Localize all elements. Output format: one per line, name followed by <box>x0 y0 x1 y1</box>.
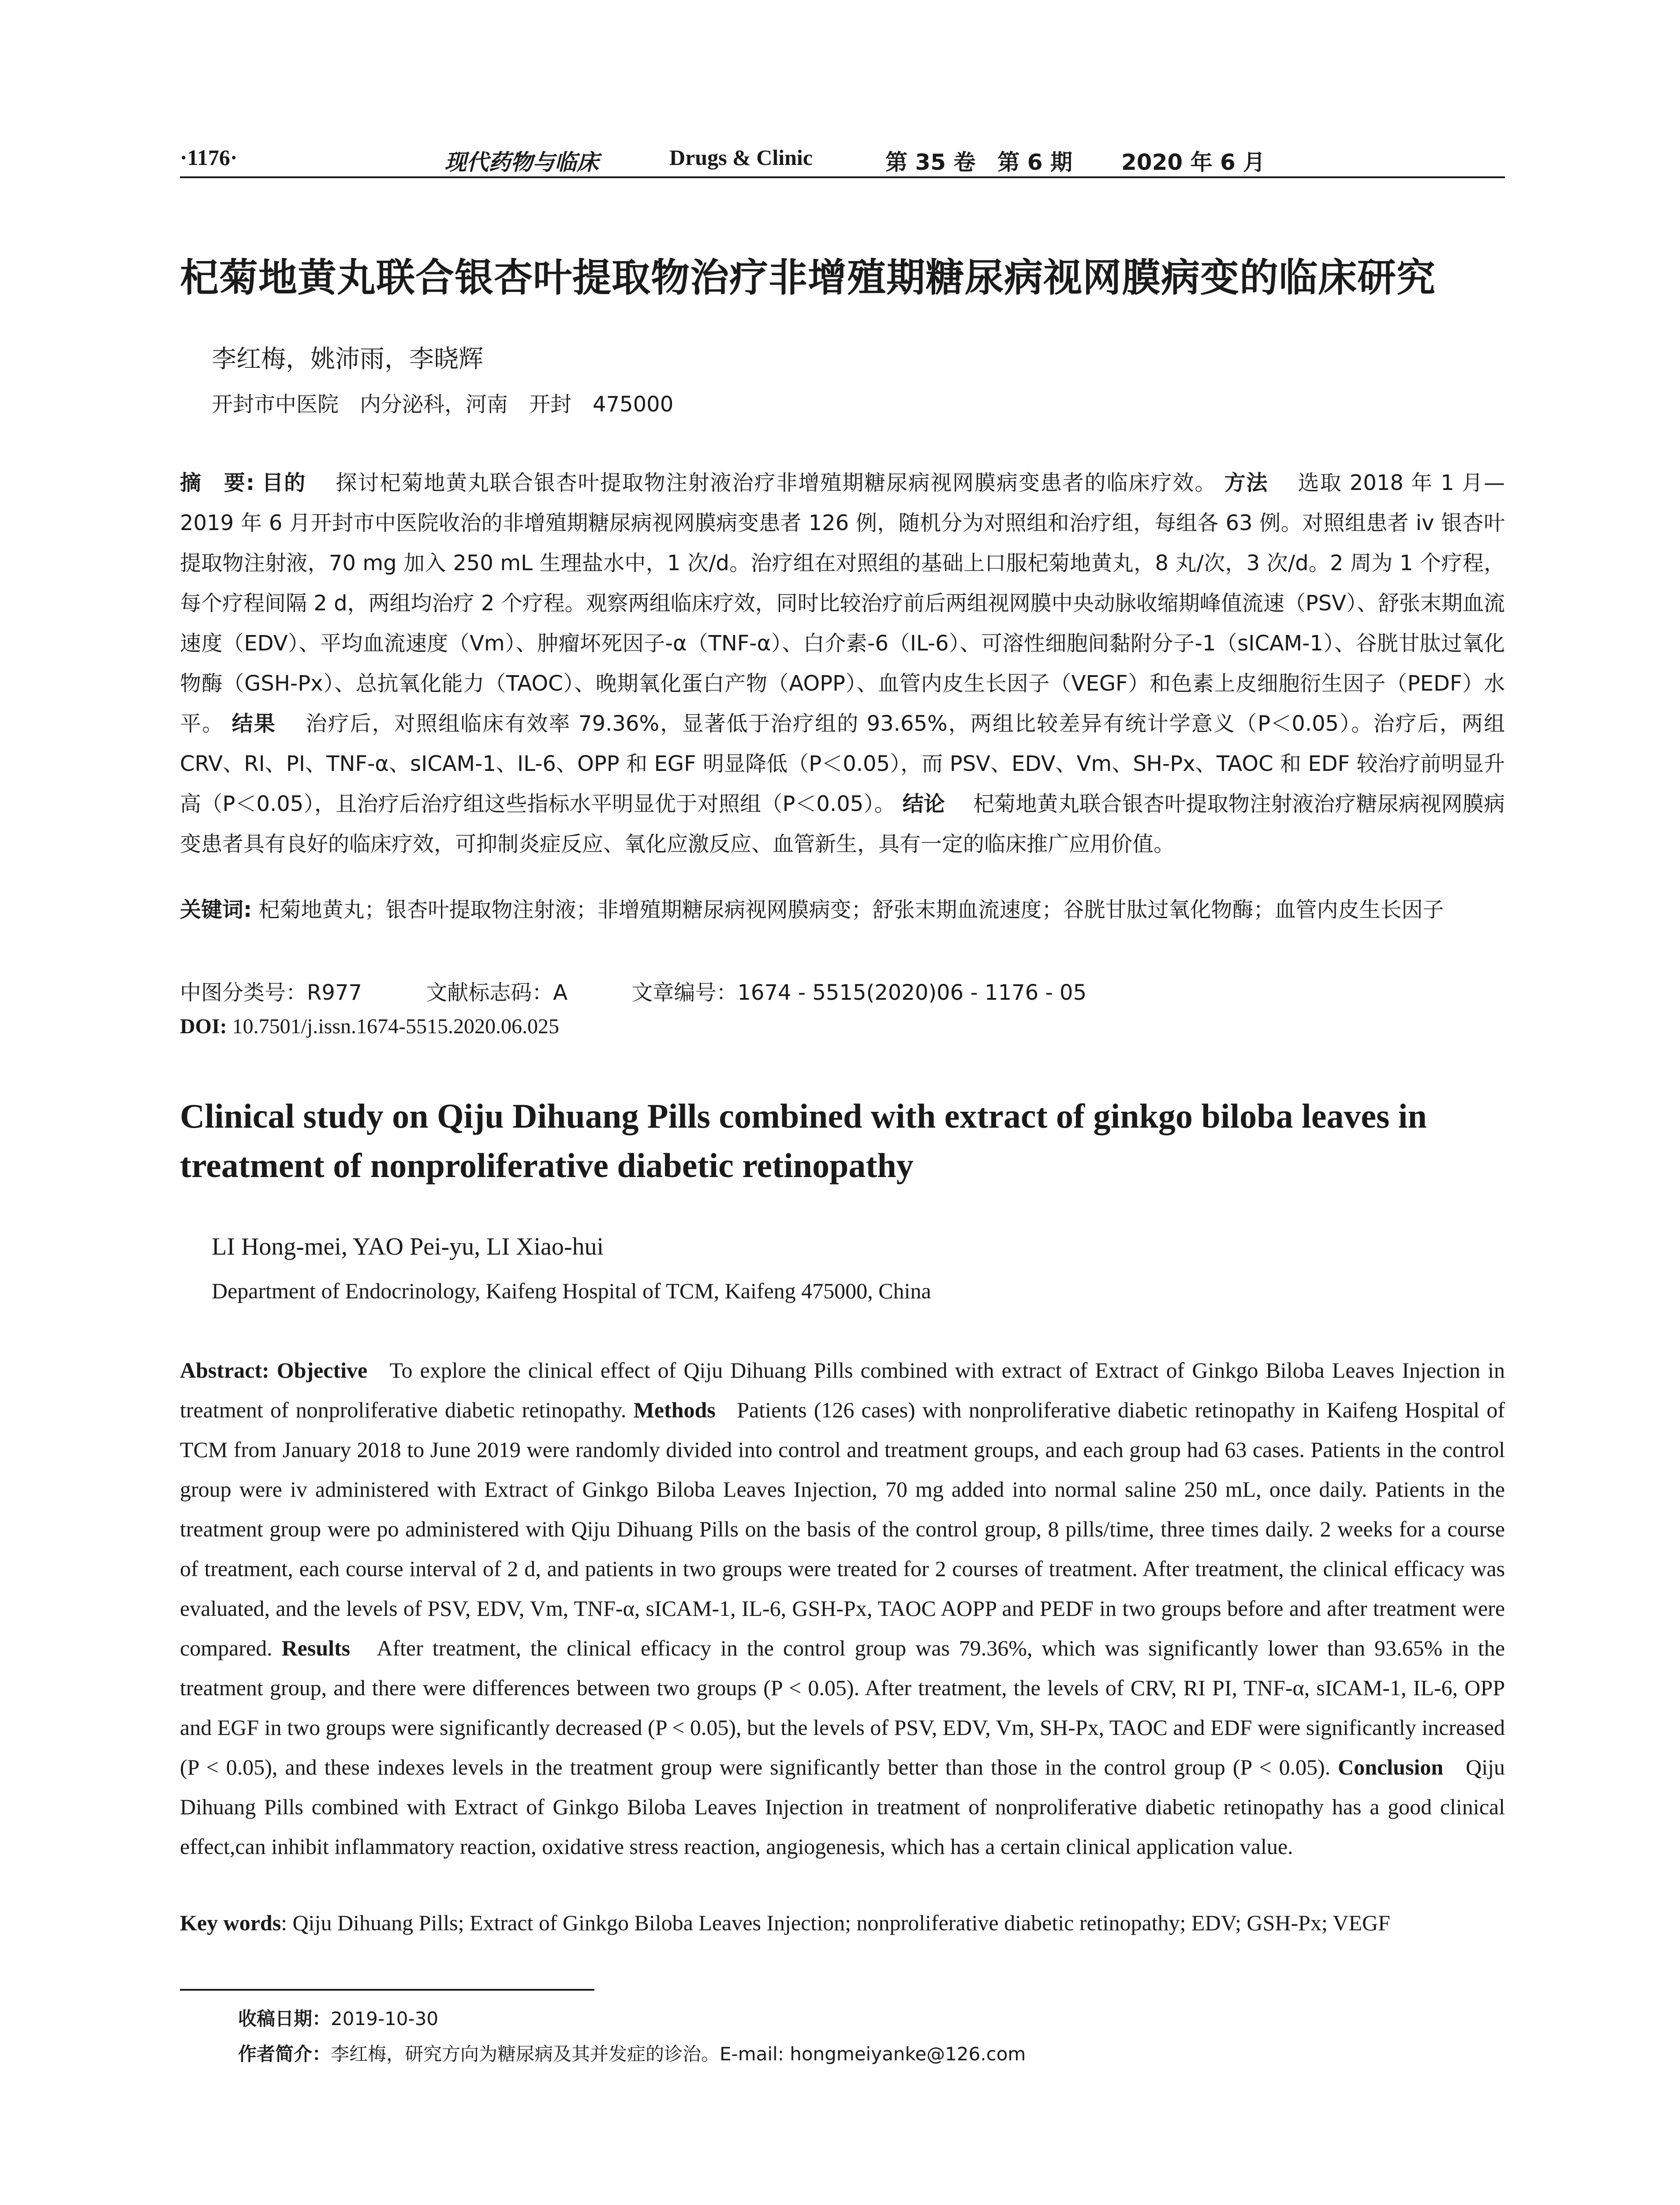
keywords-cn-text: 杞菊地黄丸；银杏叶提取物注射液；非增殖期糖尿病视网膜病变；舒张末期血流速度；谷胱甘肽过氧化物酶；血管内皮生长因子 <box>258 897 1444 922</box>
conclusion-cn-label: 结论 <box>902 792 945 816</box>
conclusion-en-label: Conclusion <box>1338 1755 1444 1779</box>
classification-line <box>180 975 1144 1006</box>
doi-value: 10.7501/j.issn.1674-5515.2020.06.025 <box>232 1015 560 1038</box>
affiliation-cn: 开封市中医院 内分泌科，河南 开封 475000 <box>212 392 674 417</box>
results-cn-text: 治疗后，对照组临床有效率 79.36%，显著低于治疗组的 93.65%，两组比较差异有统计学意义（P＜0.05）。治疗后，两组 CRV、RI、PI、TNF-α、sICAM-1、IL-6、OPP 和 EGF 明显降低（P＜0.05），而 PSV、EDV、Vm、SH-Px、TAOC 和 EDF 较治疗前明显升高（P＜0.05），且治疗后治疗组这些指标水平明显优于对照组（P＜0.05）。 <box>180 711 1505 816</box>
objective-cn-text: 探讨杞菊地黄丸联合银杏叶提取物注射液治疗非增殖期糖尿病视网膜病变患者的临床疗效。 <box>336 471 1217 495</box>
results-en-label: Results <box>281 1636 351 1660</box>
received-label: 收稿日期： <box>238 2008 331 2029</box>
methods-en-label: Methods <box>633 1398 716 1422</box>
affiliation-en: Department of Endocrinology, Kaifeng Hospital of TCM, Kaifeng 475000, China <box>212 1278 931 1303</box>
journal-name-en: Drugs & Clinic <box>669 145 813 170</box>
header-rule <box>180 176 1505 178</box>
publication-date: 2020 年 6 月 <box>1121 149 1266 175</box>
title-cn: 杞菊地黄丸联合银杏叶提取物治疗非增殖期糖尿病视网膜病变的临床研究 <box>180 255 1436 300</box>
conclusion-en-text: Qiju Dihuang Pills combined with Extract of Ginkgo Biloba Leaves Injection in treatment of nonproliferative diabetic retinopathy has a good clinical effect,can inhibit inflammatory reaction, oxidative stress reaction, angiogenesis, which has a certain clinical application value. <box>180 1755 1505 1859</box>
keywords-en-text: : Qiju Dihuang Pills; Extract of Ginkgo Biloba Leaves Injection; nonproliferative diabetic retinopathy; EDV; GSH-Px; VEGF <box>281 1910 1390 1935</box>
title-en: Clinical study on Qiju Dihuang Pills combined with extract of ginkgo biloba leaves in treatment of nonproliferative diabetic retinopathy <box>180 1097 1427 1185</box>
abstract-cn-label: 摘 要: <box>180 471 255 495</box>
footnote-author <box>238 2040 1026 2066</box>
author-bio-label: 作者简介： <box>238 2043 331 2065</box>
doi-label: DOI: <box>180 1015 227 1038</box>
objective-cn-label: 目的 <box>262 471 306 495</box>
author-bio-text: 李红梅，研究方向为糖尿病及其并发症的诊治。E-mail: hongmeiyanke@126.com <box>331 2043 1026 2065</box>
abstract-cn <box>180 463 1505 864</box>
abstract-en <box>180 1350 1505 1866</box>
methods-cn-text: 选取 2018 年 1 月—2019 年 6 月开封市中医院收治的非增殖期糖尿病视网膜病变患者 126 例，随机分为对照组和治疗组，每组各 63 例。对照组患者 iv 银杏叶提取物注射液，70 mg 加入 250 mL 生理盐水中，1 次/d。治疗组在对照组的基础上口服杞菊地黄丸，8 丸/次，3 次/d。2 周为 1 个疗程，每个疗程间隔 2 d，两组均治疗 2 个疗程。观察两组临床疗效，同时比较治疗前后两组视网膜中央动脉收缩期峰值流速（PSV）、舒张末期血流速度（EDV）、平均血流速度（Vm）、肿瘤坏死因子-α（TNF-α）、白介素-6（IL-6）、可溶性细胞间黏附分子-1（sICAM-1）、谷胱甘肽过氧化物酶（GSH-Px）、总抗氧化能力（TAOC）、晚期氧化蛋白产物（AOPP）、血管内皮生长因子（VEGF）和色素上皮细胞衍生因子（PEDF）水平。 <box>180 471 1505 736</box>
results-en-text: After treatment, the clinical efficacy in the control group was 79.36%, which was significantly lower than 93.65% in the treatment group, and there were differences between two groups (P < 0.05). After treatment, the levels of CRV, RI PI, TNF-α, sICAM-1, IL-6, OPP and EGF in two groups were significantly decreased (P < 0.05), but the levels of PSV, EDV, Vm, SH-Px, TAOC and EDF were significantly increased (P < 0.05), and these indexes levels in the treatment group were significantly better than those in the control group (P < 0.05). <box>180 1636 1505 1779</box>
keywords-cn <box>180 890 1505 930</box>
running-header <box>180 140 1505 180</box>
authors-en: LI Hong-mei, YAO Pei-yu, LI Xiao-hui <box>212 1233 604 1260</box>
methods-en-text: Patients (126 cases) with nonproliferative diabetic retinopathy in Kaifeng Hospital of TCM from January 2018 to June 2019 were randomly divided into control and treatment groups, and each group had 63 cases. Patients in the control group were iv administered with Extract of Ginkgo Biloba Leaves Injection, 70 mg added into normal saline 250 mL, once daily. Patients in the treatment group were po administered with Qiju Dihuang Pills on the basis of the control group, 8 pills/time, three times daily. 2 weeks for a course of treatment, each course interval of 2 d, and patients in two groups were treated for 2 courses of treatment. After treatment, the clinical efficacy was evaluated, and the levels of PSV, EDV, Vm, TNF-α, sICAM-1, IL-6, GSH-Px, TAOC AOPP and PEDF in two groups before and after treatment were compared. <box>180 1398 1505 1660</box>
objective-en-label: Objective <box>276 1358 368 1383</box>
document-code: 文献标志码：A <box>426 980 568 1005</box>
keywords-cn-label: 关键词: <box>180 897 252 922</box>
methods-cn-label: 方法 <box>1224 471 1269 495</box>
keywords-en <box>180 1903 1505 1943</box>
keywords-en-label: Key words <box>180 1910 281 1935</box>
article-number: 文章编号：1674 - 5515(2020)06 - 1176 - 05 <box>631 980 1087 1005</box>
objective-en-text: To explore the clinical effect of Qiju Dihuang Pills combined with extract of Extract of Ginkgo Biloba Leaves Injection in treatment of nonproliferative diabetic retinopathy. <box>180 1358 1505 1422</box>
received-date: 2019-10-30 <box>331 2008 439 2029</box>
footnote-received <box>238 2004 438 2031</box>
results-cn-label: 结果 <box>231 711 276 736</box>
footnote-rule <box>180 1989 594 1991</box>
page-number: ·1176· <box>180 145 238 170</box>
doi-line <box>180 1014 559 1039</box>
journal-name-cn: 现代药物与临床 <box>444 149 599 175</box>
abstract-en-label: Abstract: <box>180 1358 269 1383</box>
conclusion-cn-text: 杞菊地黄丸联合银杏叶提取物注射液治疗糖尿病视网膜病变患者具有良好的临床疗效，可抑制炎症反应、氧化应激反应、血管新生，具有一定的临床推广应用价值。 <box>180 792 1505 856</box>
volume-issue: 第 35 卷 第 6 期 <box>885 149 1072 175</box>
clc-number: 中图分类号：R977 <box>180 980 362 1005</box>
authors-cn: 李红梅，姚沛雨，李晓辉 <box>212 345 483 374</box>
